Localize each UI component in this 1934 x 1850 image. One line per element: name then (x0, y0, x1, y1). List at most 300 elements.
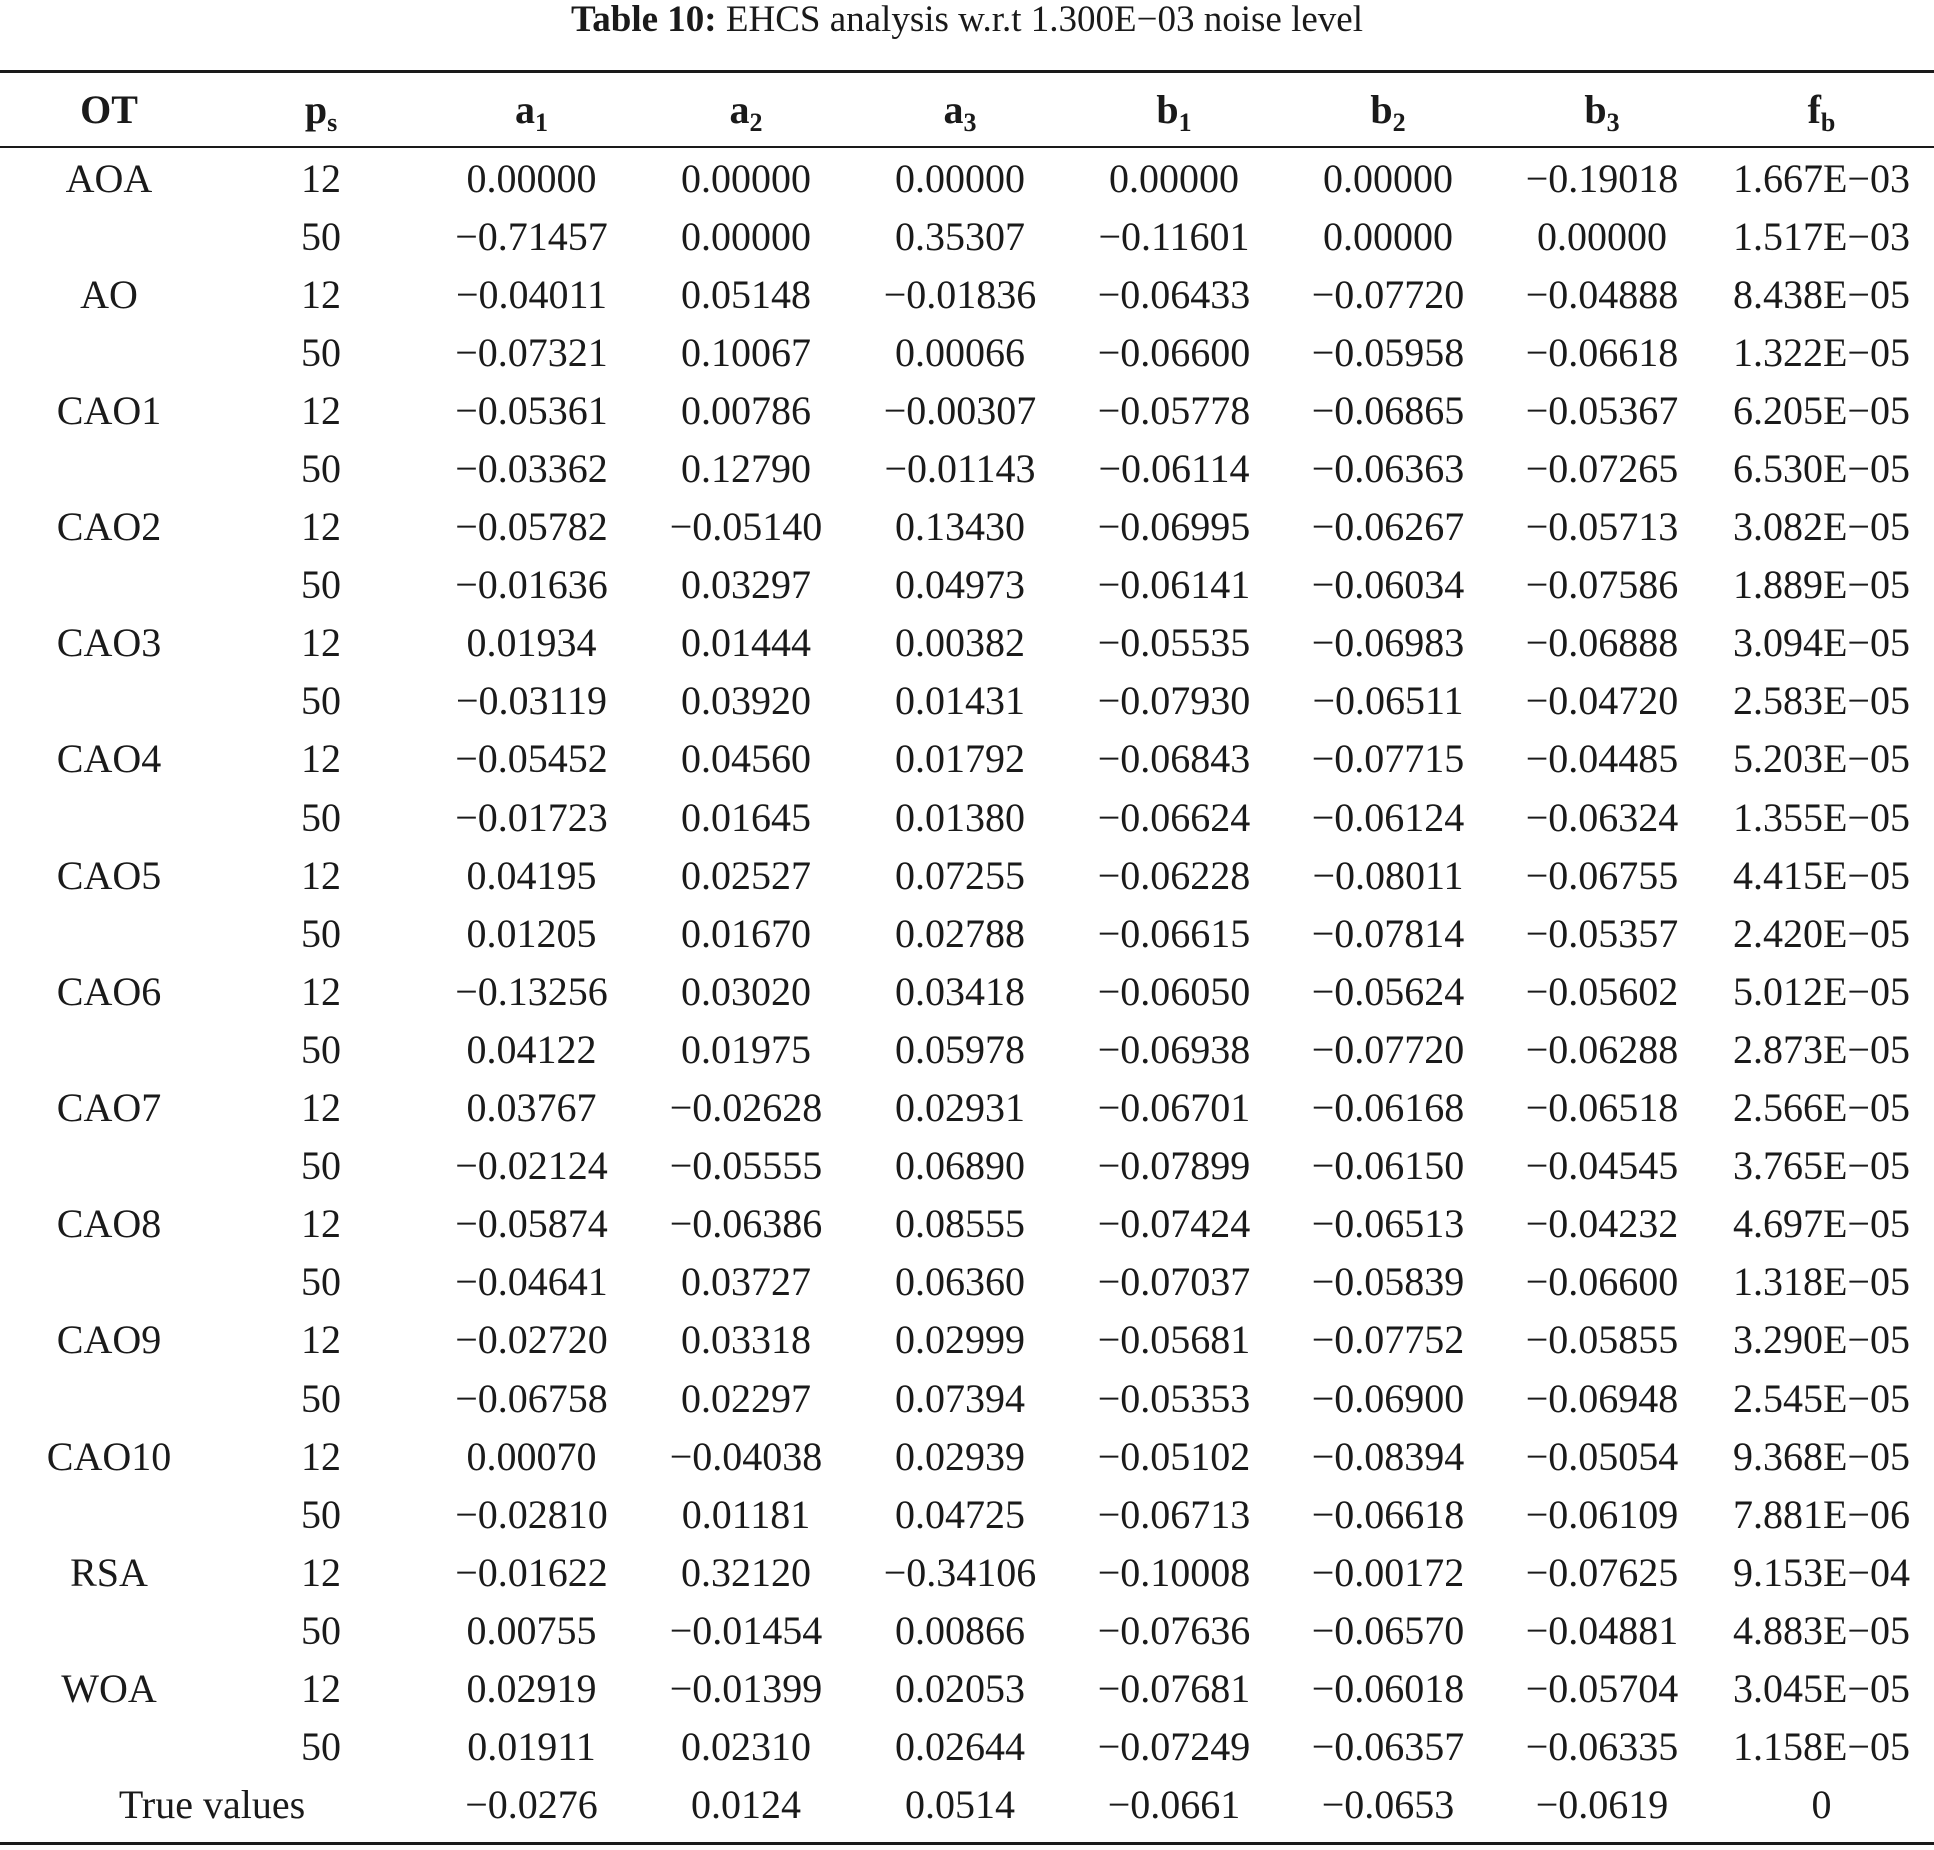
optimizer-cell: CAO5 (56, 852, 162, 898)
population-cell: 50 (301, 562, 341, 608)
table-row (0, 1020, 1934, 1078)
value-cell: 0.01431 (895, 678, 1025, 724)
value-cell: 1.322E−05 (1733, 329, 1910, 375)
value-cell: 0.13430 (895, 504, 1025, 550)
population-cell: 12 (301, 1549, 341, 1595)
header-fb-sub: b (1820, 108, 1836, 137)
value-cell: −0.02124 (455, 1143, 608, 1189)
value-cell: 0.03920 (681, 678, 811, 724)
value-cell: −0.06600 (1097, 329, 1251, 375)
table-row (0, 614, 1934, 672)
value-cell: 0.07394 (895, 1375, 1025, 1421)
value-cell: 0.00000 (895, 155, 1025, 201)
header-ot: OT (80, 87, 138, 132)
value-cell: 0.00000 (1323, 155, 1453, 201)
optimizer-cell: CAO7 (56, 1085, 162, 1131)
optimizer-cell (0, 1601, 218, 1659)
population-cell: 12 (301, 1433, 341, 1479)
value-cell: −0.04720 (1525, 678, 1679, 724)
optimizer-cell: CAO6 (56, 968, 162, 1014)
value-cell: 8.438E−05 (1733, 271, 1910, 317)
value-cell: −0.07321 (455, 329, 608, 375)
value-cell: −0.06363 (1311, 446, 1465, 492)
value-cell: 5.012E−05 (1733, 968, 1910, 1014)
value-cell: −0.05353 (1097, 1375, 1251, 1421)
optimizer-cell (0, 1020, 218, 1078)
table-row (0, 1311, 1934, 1369)
true-value-cell: −0.0276 (465, 1782, 598, 1828)
value-cell: −0.06124 (1311, 794, 1465, 840)
value-cell: −0.05357 (1525, 910, 1679, 956)
optimizer-cell (0, 439, 218, 497)
value-cell: 0.01911 (467, 1724, 596, 1770)
value-cell: −0.05140 (669, 504, 823, 550)
value-cell: 0.06890 (895, 1143, 1025, 1189)
population-cell: 50 (301, 1375, 341, 1421)
value-cell: −0.01836 (883, 271, 1037, 317)
header-row (0, 73, 1934, 146)
header-b1-sub: 1 (1178, 108, 1192, 137)
value-cell: 0.04725 (895, 1491, 1025, 1537)
value-cell: −0.06513 (1311, 1201, 1465, 1247)
value-cell: −0.19018 (1525, 155, 1679, 201)
table-row (0, 1079, 1934, 1137)
value-cell: −0.05555 (669, 1143, 823, 1189)
value-cell: −0.34106 (883, 1549, 1037, 1595)
population-cell: 12 (301, 271, 341, 317)
table-row (0, 1543, 1934, 1601)
value-cell: 4.697E−05 (1733, 1201, 1910, 1247)
value-cell: −0.05452 (455, 736, 608, 782)
optimizer-cell: RSA (70, 1549, 148, 1595)
table-row (0, 904, 1934, 962)
population-cell: 12 (301, 1201, 341, 1247)
value-cell: 2.583E−05 (1733, 678, 1910, 724)
value-cell: −0.05535 (1097, 620, 1251, 666)
optimizer-cell: AO (80, 271, 138, 317)
value-cell: −0.06228 (1097, 852, 1251, 898)
true-value-cell: 0 (1811, 1782, 1832, 1828)
population-cell: 50 (301, 1259, 341, 1305)
value-cell: −0.06570 (1311, 1607, 1465, 1653)
value-cell: −0.04485 (1525, 736, 1679, 782)
value-cell: 0.03418 (895, 968, 1025, 1014)
value-cell: −0.06843 (1097, 736, 1251, 782)
value-cell: −0.06433 (1097, 271, 1251, 317)
value-cell: 1.158E−05 (1733, 1724, 1910, 1770)
population-cell: 12 (301, 736, 341, 782)
value-cell: 0.10067 (681, 329, 811, 375)
optimizer-cell (0, 1485, 218, 1543)
value-cell: −0.06948 (1525, 1375, 1679, 1421)
value-cell: 0.04560 (681, 736, 811, 782)
true-values-row (0, 1776, 1934, 1834)
value-cell: 0.12790 (681, 446, 811, 492)
value-cell: −0.04888 (1525, 271, 1679, 317)
optimizer-cell: CAO10 (46, 1433, 172, 1479)
value-cell: −0.06141 (1097, 562, 1251, 608)
value-cell: −0.06615 (1097, 910, 1251, 956)
value-cell: 0.03727 (681, 1259, 811, 1305)
value-cell: −0.06983 (1311, 620, 1465, 666)
population-cell: 12 (301, 1317, 341, 1363)
header-ps-sub: s (327, 108, 338, 137)
optimizer-cell (0, 904, 218, 962)
value-cell: 0.02297 (681, 1375, 811, 1421)
value-cell: 0.01975 (681, 1026, 811, 1072)
table-row (0, 1718, 1934, 1776)
true-value-cell: 0.0124 (691, 1782, 801, 1828)
value-cell: −0.01454 (669, 1607, 823, 1653)
value-cell: −0.00172 (1311, 1549, 1465, 1595)
value-cell: 0.01645 (681, 794, 811, 840)
value-cell: −0.02720 (455, 1317, 608, 1363)
table-row (0, 556, 1934, 614)
value-cell: 0.01670 (681, 910, 811, 956)
value-cell: 0.00000 (466, 155, 597, 201)
value-cell: −0.07265 (1525, 446, 1679, 492)
value-cell: −0.06335 (1525, 1724, 1679, 1770)
value-cell: −0.07636 (1097, 1607, 1251, 1653)
optimizer-cell (0, 323, 218, 381)
value-cell: −0.06034 (1311, 562, 1465, 608)
value-cell: 1.355E−05 (1733, 794, 1910, 840)
value-cell: 0.00000 (681, 213, 811, 259)
value-cell: −0.13256 (455, 968, 608, 1014)
value-cell: −0.05054 (1525, 1433, 1679, 1479)
value-cell: 0.03297 (681, 562, 811, 608)
header-b3-base: b (1584, 87, 1607, 132)
table-row (0, 962, 1934, 1020)
value-cell: 3.045E−05 (1733, 1665, 1910, 1711)
value-cell: −0.06114 (1098, 446, 1250, 492)
value-cell: 0.02788 (895, 910, 1025, 956)
value-cell: −0.02628 (669, 1085, 823, 1131)
value-cell: 0.05978 (895, 1026, 1025, 1072)
value-cell: −0.06888 (1525, 620, 1679, 666)
value-cell: 0.01792 (895, 736, 1025, 782)
value-cell: 0.00000 (1323, 213, 1453, 259)
value-cell: −0.06701 (1097, 1085, 1251, 1131)
optimizer-cell (0, 788, 218, 846)
value-cell: −0.05839 (1311, 1259, 1465, 1305)
optimizer-cell: AOA (65, 155, 153, 201)
value-cell: −0.06511 (1312, 678, 1464, 724)
value-cell: 0.03020 (681, 968, 811, 1014)
value-cell: 9.368E−05 (1733, 1433, 1910, 1479)
value-cell: 0.02527 (681, 852, 811, 898)
value-cell: 0.02999 (895, 1317, 1025, 1363)
value-cell: −0.07814 (1311, 910, 1465, 956)
value-cell: 0.01380 (895, 794, 1025, 840)
value-cell: 1.318E−05 (1733, 1259, 1910, 1305)
true-value-cell: 0.0514 (905, 1782, 1015, 1828)
value-cell: −0.01399 (669, 1665, 823, 1711)
value-cell: 0.02919 (466, 1665, 597, 1711)
population-cell: 12 (301, 968, 341, 1014)
population-cell: 12 (301, 387, 341, 433)
value-cell: 0.03318 (681, 1317, 811, 1363)
optimizer-cell: CAO4 (56, 736, 162, 782)
value-cell: −0.06938 (1097, 1026, 1251, 1072)
value-cell: −0.04038 (669, 1433, 823, 1479)
optimizer-cell (0, 556, 218, 614)
value-cell: 4.883E−05 (1733, 1607, 1910, 1653)
header-a2-sub: 2 (749, 108, 763, 137)
header-b2 (1281, 73, 1495, 146)
value-cell: 0.00066 (895, 329, 1025, 375)
value-cell: 0.05148 (681, 271, 811, 317)
value-cell: 0.02053 (895, 1665, 1025, 1711)
value-cell: −0.01636 (455, 562, 608, 608)
value-cell: −0.08394 (1311, 1433, 1465, 1479)
table-row (0, 1485, 1934, 1543)
value-cell: 1.889E−05 (1733, 562, 1910, 608)
population-cell: 12 (301, 620, 341, 666)
value-cell: 3.290E−05 (1733, 1317, 1910, 1363)
value-cell: −0.06995 (1097, 504, 1251, 550)
population-cell: 50 (301, 446, 341, 492)
value-cell: −0.06267 (1311, 504, 1465, 550)
table-row (0, 1369, 1934, 1427)
table-row (0, 146, 1934, 207)
population-cell: 50 (301, 329, 341, 375)
population-cell: 50 (301, 1143, 341, 1189)
population-cell: 50 (301, 1491, 341, 1537)
true-values-label: True values (118, 1782, 306, 1828)
value-cell: 0.02931 (895, 1085, 1025, 1131)
optimizer-cell (0, 1718, 218, 1776)
value-cell: 0.07255 (895, 852, 1025, 898)
value-cell: −0.06288 (1525, 1026, 1679, 1072)
population-cell: 12 (301, 852, 341, 898)
value-cell: −0.03362 (455, 446, 608, 492)
value-cell: −0.05704 (1525, 1665, 1679, 1711)
value-cell: −0.07720 (1311, 271, 1465, 317)
value-cell: −0.05624 (1311, 968, 1465, 1014)
value-cell: 0.06360 (895, 1259, 1025, 1305)
value-cell: 0.00786 (681, 387, 811, 433)
value-cell: −0.06713 (1097, 1491, 1251, 1537)
value-cell: −0.04641 (455, 1259, 608, 1305)
optimizer-cell (0, 672, 218, 730)
value-cell: 2.545E−05 (1733, 1375, 1910, 1421)
value-cell: 0.32120 (681, 1549, 811, 1595)
value-cell: 0.00382 (895, 620, 1025, 666)
value-cell: −0.11601 (1098, 213, 1250, 259)
value-cell: −0.08011 (1312, 852, 1464, 898)
header-a3-base: a (943, 87, 964, 132)
value-cell: −0.05782 (455, 504, 608, 550)
value-cell: −0.07586 (1525, 562, 1679, 608)
value-cell: −0.71457 (455, 213, 608, 259)
header-b2-sub: 2 (1392, 108, 1406, 137)
value-cell: −0.02810 (455, 1491, 608, 1537)
value-cell: 2.566E−05 (1733, 1085, 1910, 1131)
header-ps (218, 73, 424, 146)
table-row (0, 672, 1934, 730)
value-cell: −0.06600 (1525, 1259, 1679, 1305)
table-caption-text: EHCS analysis w.r.t 1.300E−03 noise level (725, 0, 1364, 40)
true-value-cell: −0.0661 (1107, 1782, 1241, 1828)
value-cell: 5.203E−05 (1733, 736, 1910, 782)
true-value-cell: −0.0619 (1535, 1782, 1669, 1828)
header-a1 (424, 73, 639, 146)
header-b3-sub: 3 (1606, 108, 1620, 137)
value-cell: −0.07037 (1097, 1259, 1251, 1305)
value-cell: 7.881E−06 (1733, 1491, 1910, 1537)
value-cell: −0.06050 (1097, 968, 1251, 1014)
value-cell: −0.07681 (1097, 1665, 1251, 1711)
value-cell: 6.530E−05 (1733, 446, 1910, 492)
population-cell: 50 (301, 1724, 341, 1770)
value-cell: 0.00070 (466, 1433, 597, 1479)
value-cell: 0.01181 (681, 1491, 811, 1537)
value-cell: −0.10008 (1097, 1549, 1251, 1595)
population-cell: 12 (301, 1665, 341, 1711)
value-cell: 0.00866 (895, 1607, 1025, 1653)
header-b3 (1495, 73, 1709, 146)
value-cell: −0.06900 (1311, 1375, 1465, 1421)
value-cell: −0.07715 (1311, 736, 1465, 782)
population-cell: 12 (301, 504, 341, 550)
table-caption (0, 0, 1934, 40)
header-a3-sub: 3 (963, 108, 977, 137)
value-cell: 0.04195 (466, 852, 597, 898)
bottom-rule (0, 1842, 1934, 1845)
value-cell: −0.01723 (455, 794, 608, 840)
value-cell: −0.06109 (1525, 1491, 1679, 1537)
value-cell: 0.00000 (681, 155, 811, 201)
value-cell: 0.03767 (466, 1085, 597, 1131)
value-cell: −0.04881 (1525, 1607, 1679, 1653)
value-cell: −0.06324 (1525, 794, 1679, 840)
value-cell: 0.01934 (466, 620, 597, 666)
value-cell: −0.06618 (1525, 329, 1679, 375)
value-cell: −0.06386 (669, 1201, 823, 1247)
value-cell: −0.05361 (455, 387, 608, 433)
value-cell: −0.05102 (1097, 1433, 1251, 1479)
optimizer-cell: WOA (61, 1665, 157, 1711)
value-cell: 0.01205 (466, 910, 597, 956)
optimizer-cell (0, 207, 218, 265)
header-a1-sub: 1 (535, 108, 548, 137)
value-cell: −0.04232 (1525, 1201, 1679, 1247)
table-body (0, 146, 1934, 1834)
value-cell: −0.07930 (1097, 678, 1251, 724)
value-cell: −0.06624 (1097, 794, 1251, 840)
header-a3 (853, 73, 1067, 146)
value-cell: 4.415E−05 (1733, 852, 1910, 898)
value-cell: 3.082E−05 (1733, 504, 1910, 550)
value-cell: 2.420E−05 (1733, 910, 1910, 956)
value-cell: 0.00000 (1537, 213, 1667, 259)
header-a2 (639, 73, 853, 146)
population-cell: 50 (301, 213, 341, 259)
table-caption-label: Table 10: (570, 0, 717, 40)
table-row (0, 498, 1934, 556)
value-cell: −0.05855 (1525, 1317, 1679, 1363)
value-cell: 0.02939 (895, 1433, 1025, 1479)
population-cell: 50 (301, 910, 341, 956)
table-row (0, 1253, 1934, 1311)
value-cell: −0.05778 (1097, 387, 1251, 433)
value-cell: 6.205E−05 (1733, 387, 1910, 433)
header-a2-base: a (729, 87, 750, 132)
optimizer-cell (0, 1253, 218, 1311)
population-cell: 50 (301, 1607, 341, 1653)
optimizer-cell: CAO9 (56, 1317, 162, 1363)
value-cell: −0.06357 (1311, 1724, 1465, 1770)
value-cell: −0.05367 (1525, 387, 1679, 433)
optimizer-cell: CAO8 (56, 1201, 162, 1247)
value-cell: −0.07424 (1097, 1201, 1251, 1247)
value-cell: −0.06758 (455, 1375, 608, 1421)
value-cell: 0.02644 (895, 1724, 1025, 1770)
header-b1-base: b (1156, 87, 1179, 132)
value-cell: −0.07720 (1311, 1026, 1465, 1072)
value-cell: −0.07899 (1097, 1143, 1251, 1189)
value-cell: 0.08555 (895, 1201, 1025, 1247)
optimizer-cell: CAO3 (56, 620, 162, 666)
value-cell: −0.07752 (1311, 1317, 1465, 1363)
table-row (0, 1659, 1934, 1717)
header-a1-base: a (515, 87, 535, 132)
value-cell: −0.01143 (884, 446, 1036, 492)
header-b1 (1067, 73, 1281, 146)
value-cell: −0.04011 (455, 271, 608, 317)
value-cell: −0.06168 (1311, 1085, 1465, 1131)
population-cell: 12 (301, 155, 341, 201)
value-cell: −0.07249 (1097, 1724, 1251, 1770)
table-row (0, 265, 1934, 323)
value-cell: −0.05958 (1311, 329, 1465, 375)
value-cell: −0.06518 (1525, 1085, 1679, 1131)
value-cell: −0.01622 (455, 1549, 608, 1595)
value-cell: −0.06755 (1525, 852, 1679, 898)
value-cell: 9.153E−04 (1733, 1549, 1910, 1595)
table-row (0, 439, 1934, 497)
value-cell: −0.06018 (1311, 1665, 1465, 1711)
population-cell: 12 (301, 1085, 341, 1131)
value-cell: 0.00755 (466, 1607, 597, 1653)
true-value-cell: −0.0653 (1321, 1782, 1455, 1828)
header-fb-base: f (1807, 87, 1821, 132)
value-cell: 1.667E−03 (1733, 155, 1910, 201)
table-row (0, 1601, 1934, 1659)
value-cell: −0.06618 (1311, 1491, 1465, 1537)
optimizer-cell (0, 1369, 218, 1427)
optimizer-cell: CAO1 (56, 387, 162, 433)
header-fb (1709, 73, 1934, 146)
value-cell: 0.01444 (681, 620, 811, 666)
population-cell: 50 (301, 794, 341, 840)
value-cell: 1.517E−03 (1733, 213, 1910, 259)
population-cell: 50 (301, 1026, 341, 1072)
value-cell: 0.04973 (895, 562, 1025, 608)
value-cell: 0.00000 (1109, 155, 1239, 201)
value-cell: 0.35307 (895, 213, 1025, 259)
optimizer-cell: CAO2 (56, 504, 162, 550)
results-table (0, 73, 1934, 1834)
value-cell: 3.094E−05 (1733, 620, 1910, 666)
value-cell: 3.765E−05 (1733, 1143, 1910, 1189)
value-cell: −0.05713 (1525, 504, 1679, 550)
value-cell: 2.873E−05 (1733, 1026, 1910, 1072)
table-row (0, 846, 1934, 904)
value-cell: 0.04122 (466, 1026, 597, 1072)
header-ps-base: p (304, 87, 328, 132)
